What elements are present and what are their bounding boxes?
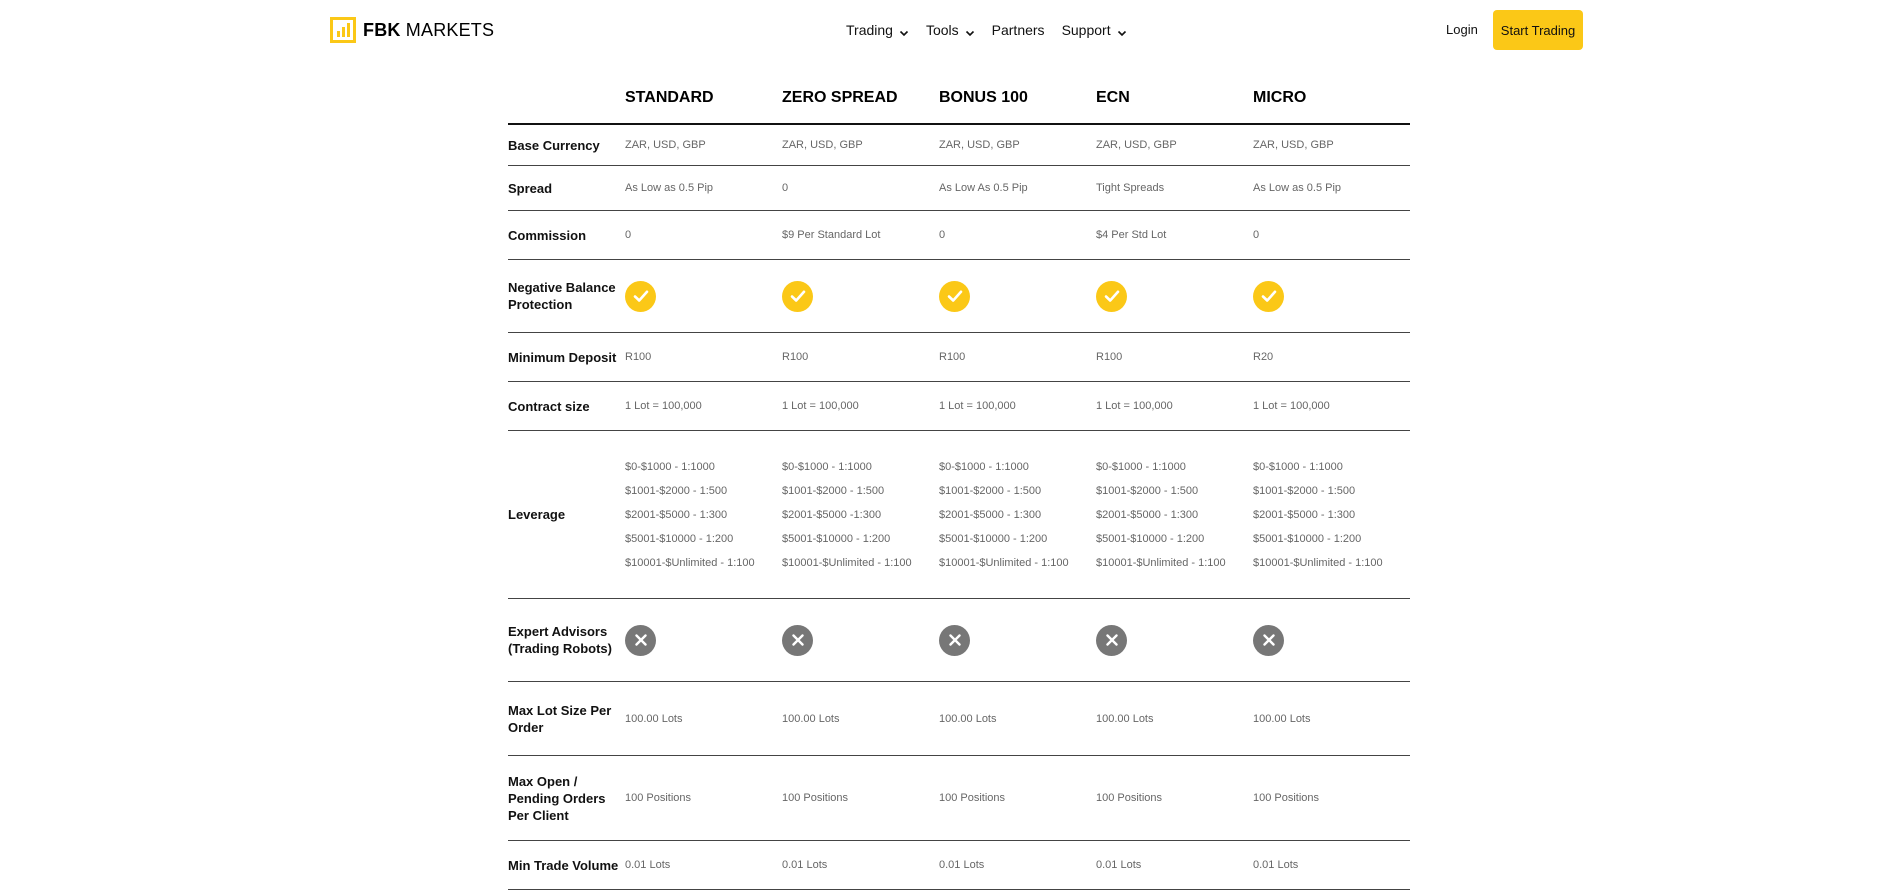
table-cell [939, 281, 1096, 312]
leverage-tier: $2001-$5000 - 1:300 [1096, 508, 1199, 521]
brand-name: FBK MARKETS [363, 19, 495, 40]
chevron-down-icon [899, 25, 909, 35]
leverage-tier: $10001-$Unlimited - 1:100 [625, 556, 755, 569]
table-cell: 0.01 Lots [939, 859, 985, 871]
column-header-zero-spread: ZERO SPREAD [782, 89, 898, 106]
table-row-contract-size [508, 382, 1410, 431]
leverage-tier: $0-$1000 - 1:1000 [939, 460, 1029, 473]
cross-icon [1253, 625, 1284, 656]
leverage-tier: $10001-$Unlimited - 1:100 [939, 556, 1069, 569]
table-cell: 100.00 Lots [1253, 712, 1311, 725]
row-label: Base Currency [508, 137, 600, 153]
leverage-tier: $2001-$5000 - 1:300 [625, 508, 728, 521]
table-row-minimum-deposit [508, 333, 1410, 382]
column-header-micro: MICRO [1253, 89, 1307, 106]
table-cell: 1 Lot = 100,000 [939, 400, 1016, 412]
table-cell: 100 Positions [1253, 792, 1320, 804]
checkmark-icon [782, 281, 813, 312]
table-cell: ZAR, USD, GBP [1253, 139, 1334, 151]
row-label: Commission [508, 227, 587, 243]
table-cell: 100.00 Lots [1096, 712, 1154, 725]
table-cell: 100.00 Lots [939, 712, 997, 725]
table-cell: ZAR, USD, GBP [939, 139, 1020, 151]
row-label: Max Open / Pending Orders Per Client [508, 773, 606, 823]
table-cell: R100 [625, 351, 652, 363]
row-label: Expert Advisors (Trading Robots) [508, 624, 612, 656]
nav-item-label: Trading [846, 22, 893, 38]
cross-icon [625, 625, 656, 656]
table-row-negative-balance-protection [508, 260, 1410, 333]
nav-item-trading[interactable] [846, 22, 909, 38]
account-comparison-table [508, 88, 1410, 890]
table-cell: 1 Lot = 100,000 [625, 400, 702, 412]
table-cell [1096, 455, 1253, 575]
table-cell [782, 281, 939, 312]
table-cell: 1 Lot = 100,000 [1096, 400, 1173, 412]
table-row-leverage [508, 431, 1410, 599]
column-header-ecn: ECN [1096, 89, 1130, 106]
table-cell: R100 [939, 351, 966, 363]
table-cell [1096, 281, 1253, 312]
column-header-standard: STANDARD [625, 89, 714, 106]
nav-item-tools[interactable] [926, 22, 975, 38]
table-cell [625, 455, 782, 575]
table-cell: ZAR, USD, GBP [782, 139, 863, 151]
leverage-tier: $0-$1000 - 1:1000 [1253, 460, 1343, 473]
leverage-tier: $10001-$Unlimited - 1:100 [1096, 556, 1226, 569]
table-cell: R20 [1253, 351, 1274, 363]
chevron-down-icon [1117, 25, 1127, 35]
table-row-spread [508, 166, 1410, 211]
leverage-tier: $0-$1000 - 1:1000 [782, 460, 872, 473]
table-cell: 0 [782, 182, 789, 194]
checkmark-icon [939, 281, 970, 312]
table-cell [782, 455, 939, 575]
row-label: Contract size [508, 398, 590, 414]
table-cell [625, 625, 782, 656]
leverage-tier: $5001-$10000 - 1:200 [625, 532, 734, 545]
table-row-base-currency [508, 125, 1410, 166]
leverage-tier: $5001-$10000 - 1:200 [782, 532, 891, 545]
brand-logo[interactable] [330, 17, 494, 43]
table-cell: 0.01 Lots [625, 859, 671, 871]
checkmark-icon [1253, 281, 1284, 312]
leverage-tier: $5001-$10000 - 1:200 [939, 532, 1048, 545]
table-cell: 0 [625, 229, 632, 241]
nav-item-partners[interactable] [992, 22, 1045, 38]
table-cell: $4 Per Std Lot [1096, 229, 1167, 241]
row-label: Spread [508, 180, 553, 196]
leverage-tier: $1001-$2000 - 1:500 [939, 484, 1042, 497]
cross-icon [1096, 625, 1127, 656]
leverage-tier: $2001-$5000 - 1:300 [1253, 508, 1356, 521]
row-label: Leverage [508, 507, 566, 522]
table-cell [625, 281, 782, 312]
login-link[interactable]: Login [1446, 22, 1478, 37]
leverage-tier: $1001-$2000 - 1:500 [782, 484, 885, 497]
checkmark-icon [1096, 281, 1127, 312]
row-label: Minimum Deposit [508, 349, 617, 365]
leverage-tier: $2001-$5000 - 1:300 [939, 508, 1042, 521]
table-cell: 1 Lot = 100,000 [782, 400, 859, 412]
logo-mark-icon [330, 17, 356, 43]
row-label: Negative Balance Protection [508, 280, 616, 312]
table-cell: ZAR, USD, GBP [625, 139, 706, 151]
cross-icon [782, 625, 813, 656]
table-cell: 100 Positions [782, 792, 849, 804]
table-cell: 0 [1253, 229, 1260, 241]
table-cell: 1 Lot = 100,000 [1253, 400, 1330, 412]
table-cell: 100.00 Lots [782, 712, 840, 725]
leverage-tier: $0-$1000 - 1:1000 [1096, 460, 1186, 473]
table-cell: As Low as 0.5 Pip [1253, 182, 1342, 194]
checkmark-icon [625, 281, 656, 312]
table-header [508, 88, 1410, 125]
table-cell [782, 625, 939, 656]
table-cell: As Low As 0.5 Pip [939, 182, 1028, 194]
leverage-tier: $1001-$2000 - 1:500 [1096, 484, 1199, 497]
table-cell: 100 Positions [939, 792, 1006, 804]
table-cell: 100 Positions [1096, 792, 1163, 804]
table-cell: As Low as 0.5 Pip [625, 182, 714, 194]
table-cell: 100 Positions [625, 792, 692, 804]
table-row-expert-advisors [508, 599, 1410, 682]
table-cell [939, 625, 1096, 656]
table-row-max-open-orders [508, 756, 1410, 841]
table-cell [1096, 625, 1253, 656]
leverage-tier: $5001-$10000 - 1:200 [1253, 532, 1362, 545]
table-cell: 0.01 Lots [1096, 859, 1142, 871]
cross-icon [939, 625, 970, 656]
table-cell: R100 [782, 351, 809, 363]
row-label: Max Lot Size Per Order [508, 702, 612, 735]
table-cell: 0.01 Lots [782, 859, 828, 871]
leverage-tier: $5001-$10000 - 1:200 [1096, 532, 1205, 545]
table-row-max-lot-size [508, 682, 1410, 756]
table-cell: 0 [939, 229, 946, 241]
column-header-bonus-100: BONUS 100 [939, 89, 1028, 106]
row-label: Min Trade Volume [508, 857, 619, 873]
leverage-tier: $1001-$2000 - 1:500 [625, 484, 728, 497]
nav-item-label: Tools [925, 22, 959, 38]
start-trading-button[interactable]: Start Trading [1493, 10, 1583, 50]
nav-item-label: Partners [991, 22, 1045, 38]
table-cell: Tight Spreads [1096, 182, 1165, 194]
nav-item-support[interactable] [1062, 22, 1127, 38]
table-row-commission [508, 211, 1410, 260]
table-cell [1253, 455, 1410, 575]
leverage-tier: $1001-$2000 - 1:500 [1253, 484, 1356, 497]
table-body [508, 125, 1410, 890]
table-cell [1253, 281, 1410, 312]
leverage-tier: $10001-$Unlimited - 1:100 [1253, 556, 1383, 569]
table-cell: R100 [1096, 351, 1123, 363]
table-cell [939, 455, 1096, 575]
leverage-tier: $10001-$Unlimited - 1:100 [782, 556, 912, 569]
nav-item-label: Support [1061, 22, 1111, 38]
leverage-tier: $2001-$5000 -1:300 [782, 508, 882, 521]
leverage-tier: $0-$1000 - 1:1000 [625, 460, 715, 473]
table-cell [1253, 625, 1410, 656]
table-cell: 0.01 Lots [1253, 859, 1299, 871]
main-nav [846, 20, 1144, 40]
table-cell: $9 Per Standard Lot [782, 229, 881, 241]
chevron-down-icon [965, 25, 975, 35]
table-row-min-trade-volume [508, 841, 1410, 890]
table-cell: 100.00 Lots [625, 712, 683, 725]
table-cell: ZAR, USD, GBP [1096, 139, 1177, 151]
